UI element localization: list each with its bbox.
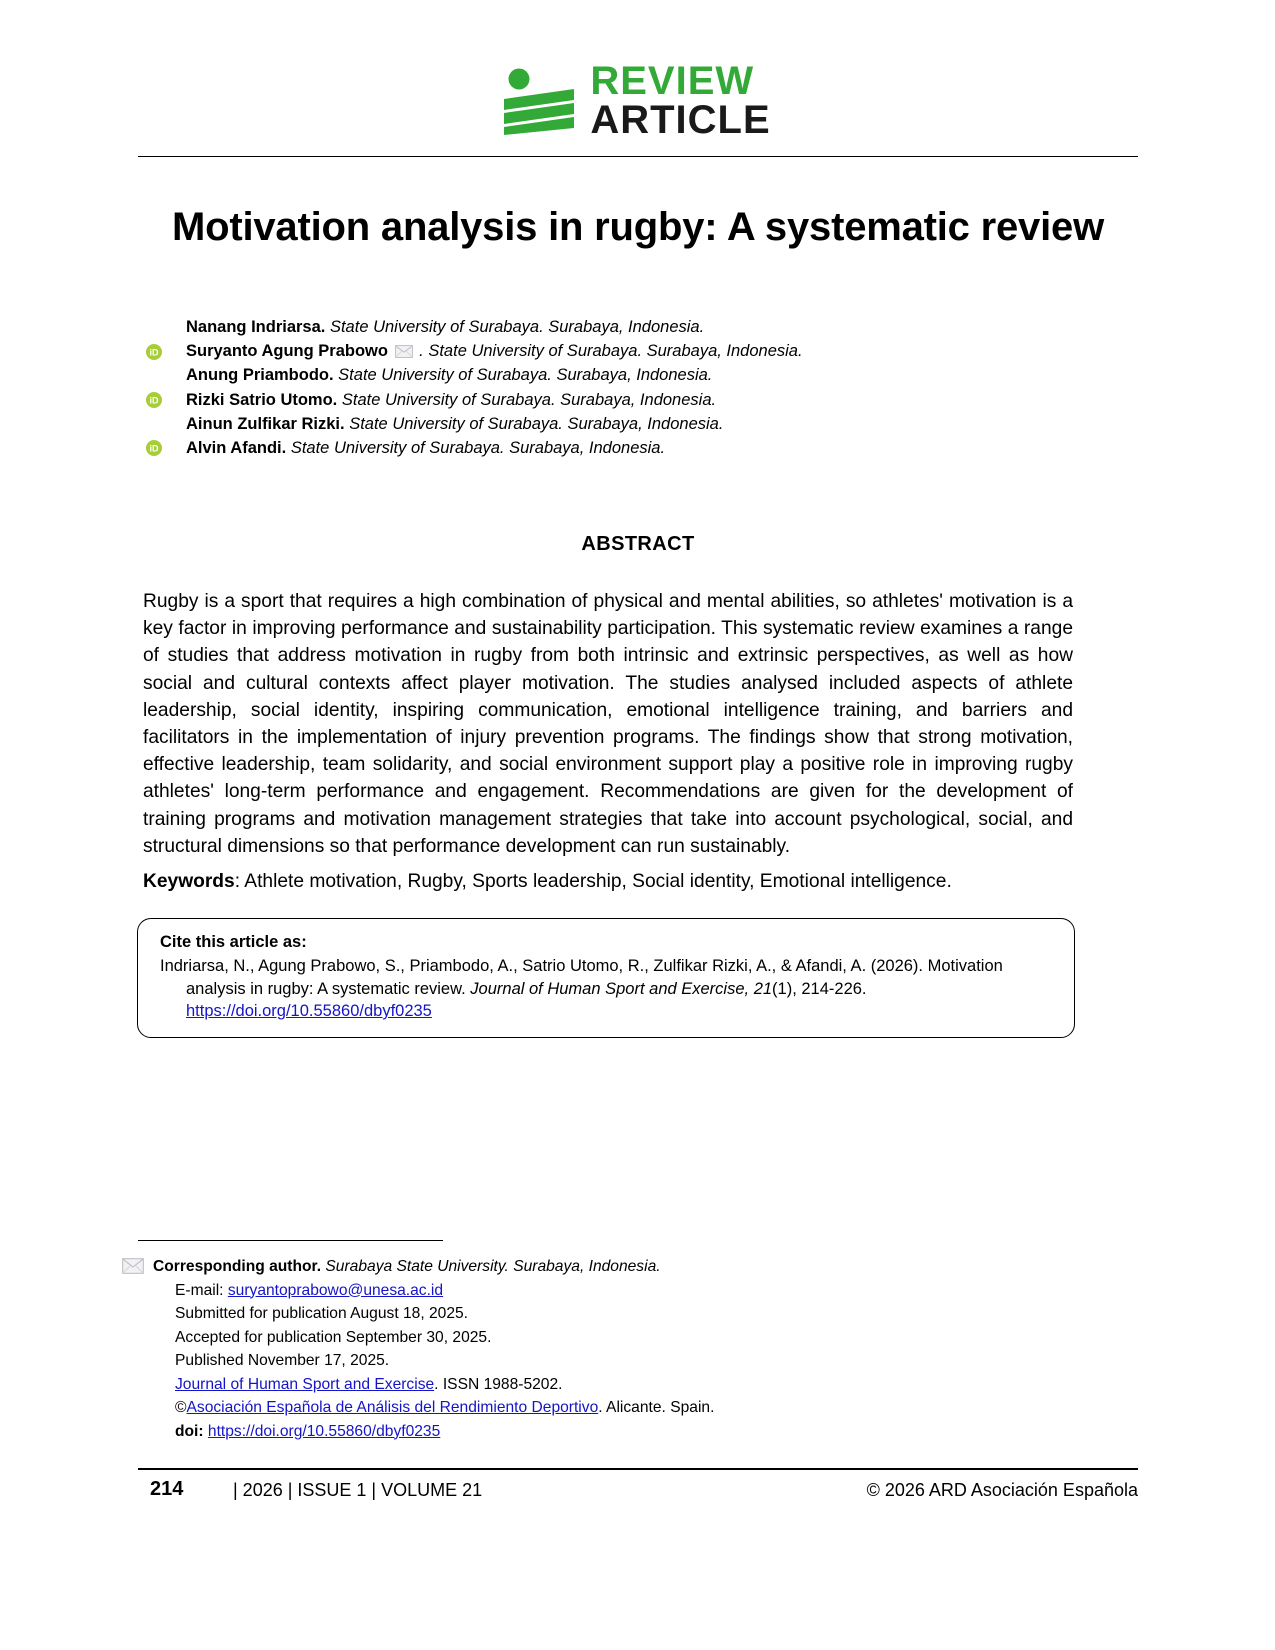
footnote-submitted: Submitted for publication August 18, 2025. [175,1305,469,1322]
orcid-icon[interactable] [146,392,162,408]
email-label: E-mail: [175,1281,228,1299]
journal-link[interactable]: Journal of Human Sport and Exercise [175,1375,435,1393]
cite-box-heading: Cite this article as: [160,933,307,951]
author-row [138,388,1138,412]
footnote-journal-line [120,1373,820,1397]
footnote-divider [138,1240,443,1241]
corresponding-author-mail-icon[interactable] [395,341,413,365]
author-row [138,363,1138,387]
footnote-doi-line [120,1420,820,1444]
logo-line-article: ARTICLE [590,98,771,143]
footer-copyright: © 2026 ARD Asociación Española [866,1480,1138,1500]
svg-text:iD: iD [149,395,159,406]
journal-logo-text [590,59,771,143]
author-affiliation: . State University of Surabaya. Surabaya, Indonesia. [419,342,803,361]
review-article-mark-icon [504,67,576,135]
author-affiliation: State University of Surabaya. Surabaya, Indonesia. [290,438,666,457]
abstract-body: Rugby is a sport that requires a high combination of physical and mental abilities, so athletes' motivation is a key factor in improving performance and sustainability participation. This systematic review examines a range of studies that address motivation in rugby from both intrinsic and extrinsic perspectives, as well as how social and cultural contexts affect player motivation. The studies analysed included aspects of athlete leadership, social identity, inspiring communication, emotional intelligence training, and barriers and facilitators in the implementation of injury prevention programs. The findings show that strong motivation, effective leadership, team solidarity, and social environment support play a positive role in improving rugby athletes' long-term performance and engagement. Recommendations are given for the development of training programs and motivation management strategies that take into account psychological, social, and structural dimensions so that performance development can run sustainably. [143,591,1073,857]
author-affiliation: State University of Surabaya. Surabaya, Indonesia. [341,390,717,409]
citation-issue-pages: (1), 214-226. [772,979,867,998]
svg-text:iD: iD [149,347,159,358]
keywords-line [143,868,1078,895]
author-row [138,315,1138,339]
citation-journal-name: Journal of Human Sport and Exercise, 21 [470,979,773,998]
author-row [138,412,1138,436]
footnote-accepted: Accepted for publication September 30, 2025. [175,1328,492,1346]
footer-issue-info: | 2026 | ISSUE 1 | VOLUME 21 [233,1480,483,1500]
header-divider [138,156,1138,157]
footnote-corresponding-author [120,1255,820,1279]
author-name: Anung Priambodo. [186,366,334,385]
author-affiliation: State University of Surabaya. Surabaya, Indonesia. [329,318,705,336]
cite-box-reference [160,955,1056,1023]
author-row [138,436,1138,460]
author-affiliation: State University of Surabaya. Surabaya, Indonesia. [349,414,724,433]
orcid-icon[interactable] [146,344,162,360]
citation-doi-link[interactable]: https://doi.org/10.55860/dbyf0235 [186,1002,432,1020]
email-link[interactable]: suryantoprabowo@unesa.ac.id [227,1281,444,1299]
copyright-symbol: © [175,1399,187,1416]
journal-logo [0,59,1275,143]
logo-line-review: REVIEW [590,59,755,103]
footnote-published: Published November 17, 2025. [175,1352,390,1369]
orcid-icon[interactable] [146,440,162,456]
footnote-block [120,1255,820,1443]
publisher-link[interactable]: Asociación Española de Análisis del Rendimiento Deportivo [186,1399,599,1416]
abstract-heading: ABSTRACT [581,533,695,555]
publisher-location: . Alicante. Spain. [598,1399,715,1416]
masthead [0,0,1275,160]
footer-divider [138,1468,1138,1470]
footnote-email-line [120,1279,820,1303]
author-name: Suryanto Agung Prabowo [186,342,388,361]
citation-authors-year: Indriarsa, N., Agung Prabowo, S., Priambodo, A., Satrio Utomo, R., Zulfikar Rizki, A., & Afandi, A. (2026). Motivation analysis in rugby: A systematic review. [160,957,1003,998]
doi-link[interactable]: https://doi.org/10.55860/dbyf0235 [207,1422,441,1440]
page-title: Motivation analysis in rugby: A systematic review [172,205,1104,249]
keywords-label: Keywords [143,871,235,892]
page-footer [138,1478,1138,1512]
author-list [138,315,1138,460]
cite-this-article-box [137,918,1075,1038]
footnote-publisher-line [120,1396,820,1420]
issn-text: . ISSN 1988-5202. [434,1375,563,1393]
corresponding-author-affiliation: Surabaya State University. Surabaya, Indonesia. [321,1258,661,1275]
author-row [138,339,1138,363]
corresponding-author-label: Corresponding author. [153,1258,322,1275]
keywords-value: : Athlete motivation, Rugby, Sports leadership, Social identity, Emotional intelligence. [234,871,952,892]
author-name: Alvin Afandi. [186,438,287,457]
envelope-icon [122,1258,144,1274]
author-name: Rizki Satrio Utomo. [186,390,338,409]
svg-text:iD: iD [149,444,159,455]
doi-label: doi: [175,1422,204,1440]
footer-page-number: 214 [150,1478,184,1500]
author-affiliation: State University of Surabaya. Surabaya, Indonesia. [338,366,713,385]
author-name: Ainun Zulfikar Rizki. [186,414,345,433]
author-name: Nanang Indriarsa. [186,318,326,336]
